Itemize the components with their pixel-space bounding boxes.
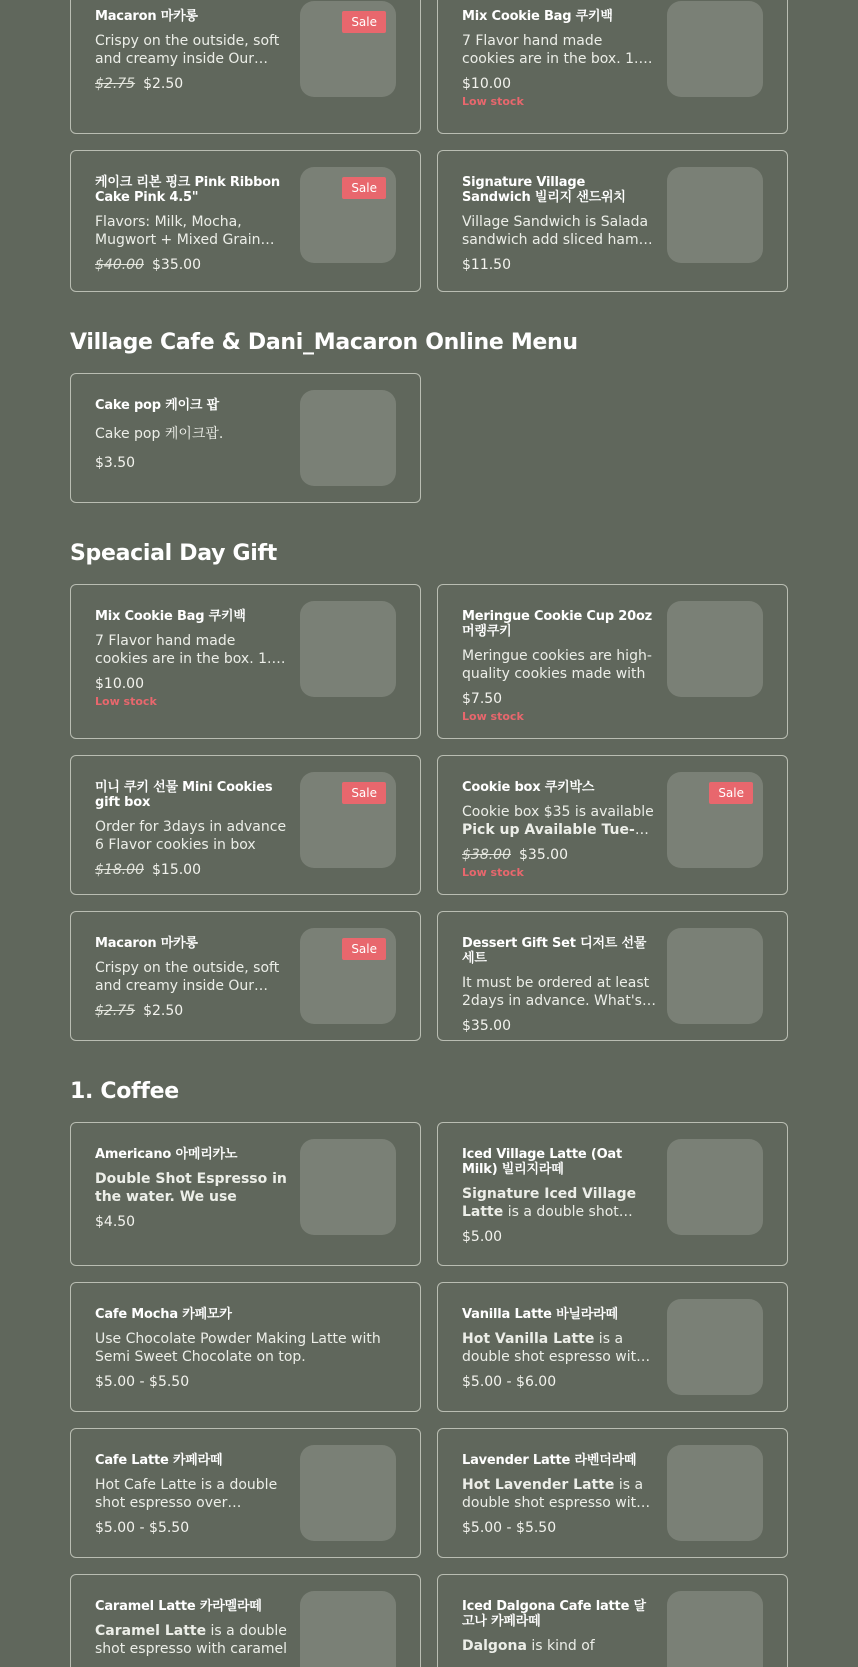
price: $10.00 — [95, 676, 144, 692]
product-description: Hot Lavender Latte is a double shot espresso with — [462, 1477, 645, 1511]
product-card[interactable] — [70, 150, 421, 292]
sale-price: $15.00 — [152, 862, 201, 878]
section-title: Village Cafe & Dani_Macaron Online Menu — [70, 330, 578, 355]
product-card[interactable] — [70, 1428, 421, 1558]
product-name: Mix Cookie Bag 쿠키백 — [462, 9, 613, 24]
product-name: Vanilla Latte 바닐라라떼 — [462, 1307, 618, 1322]
product-name: Caramel Latte 카라멜라떼 — [95, 1599, 262, 1614]
low-stock-label: Low stock — [462, 866, 524, 879]
product-name: 케이크 리본 핑크 Pink Ribbon Cake Pink 4.5" — [95, 175, 280, 205]
product-name: Macaron 마카롱 — [95, 9, 198, 24]
sale-price: $2.50 — [143, 1003, 184, 1019]
sale-badge: Sale — [342, 177, 386, 199]
product-card[interactable] — [70, 373, 421, 503]
product-grid — [70, 1122, 788, 1667]
product-description: Hot Vanilla Latte is a double shot espresso with — [462, 1331, 645, 1365]
product-card[interactable] — [437, 1574, 788, 1667]
product-card[interactable] — [437, 0, 788, 134]
product-name: Americano 아메리카노 — [95, 1147, 238, 1162]
product-card[interactable] — [437, 911, 788, 1041]
product-image[interactable] — [667, 1299, 763, 1395]
product-card[interactable] — [437, 1282, 788, 1412]
original-price: $40.00 — [95, 257, 144, 273]
product-image[interactable] — [667, 928, 763, 1024]
price: $7.50 — [462, 691, 503, 707]
product-description: Flavors: Milk, Mocha, Mugwort + Mixed Grain — [95, 214, 261, 248]
price: $4.50 — [95, 1214, 136, 1230]
product-description: Cookie box $35 is available Pick up Available Tue- — [462, 804, 654, 838]
product-name: Dessert Gift Set 디저트 선물세트 — [462, 936, 647, 966]
product-name: 미니 쿠키 선물 Mini Cookies gift box — [95, 780, 273, 810]
price: $3.50 — [95, 455, 136, 471]
product-description: Crispy on the outside, soft and creamy inside Our — [95, 960, 280, 994]
low-stock-label: Low stock — [95, 695, 157, 708]
product-name: Lavender Latte 라벤더라떼 — [462, 1453, 637, 1468]
low-stock-label: Low stock — [462, 710, 524, 723]
original-price: $2.75 — [95, 1003, 136, 1019]
sale-badge: Sale — [709, 782, 753, 804]
product-image[interactable] — [300, 1591, 396, 1667]
price: $10.00 — [462, 76, 511, 92]
product-image[interactable] — [300, 1445, 396, 1541]
original-price: $2.75 — [95, 76, 136, 92]
product-description: Hot Cafe Latte is a double shot espresso over — [95, 1477, 278, 1511]
product-card[interactable] — [70, 0, 421, 134]
price: $5.00 - $6.00 — [462, 1374, 557, 1390]
product-card[interactable] — [70, 911, 421, 1041]
product-image[interactable] — [300, 1139, 396, 1235]
section-title: 1. Coffee — [70, 1079, 179, 1104]
product-grid — [70, 584, 788, 1041]
product-card[interactable] — [70, 584, 421, 739]
product-description: Signature Iced Village Latte is a double shot — [462, 1186, 637, 1220]
product-grid — [70, 373, 788, 503]
product-description: Crispy on the outside, soft and creamy inside Our — [95, 33, 280, 67]
original-price: $18.00 — [95, 862, 144, 878]
product-card[interactable] — [437, 1122, 788, 1266]
price: $5.00 - $5.50 — [95, 1374, 190, 1390]
product-description: Use Chocolate Powder Making Latte with Semi Sweet Chocolate on top. — [95, 1331, 381, 1365]
product-image[interactable] — [667, 601, 763, 697]
product-description: Dalgona is kind of — [462, 1638, 595, 1654]
price: $5.00 - $5.50 — [462, 1520, 557, 1536]
product-name: Iced Village Latte (Oat Milk) 빌리지라떼 — [462, 1147, 623, 1177]
product-name: Mix Cookie Bag 쿠키백 — [95, 609, 246, 624]
product-name: Iced Dalgona Cafe latte 달고나 카페라떼 — [462, 1599, 646, 1629]
product-name: Cafe Latte 카페라떼 — [95, 1453, 223, 1468]
product-description: It must be ordered at least 2days in advance. What's — [462, 975, 650, 1009]
sale-price: $35.00 — [519, 847, 568, 863]
product-card[interactable] — [437, 150, 788, 292]
product-name: Signature Village Sandwich 빌리지 샌드위치 — [462, 175, 626, 205]
price: $11.50 — [462, 257, 511, 273]
product-card[interactable] — [70, 1122, 421, 1266]
product-card[interactable] — [437, 1428, 788, 1558]
menu-page — [70, 0, 788, 1667]
product-description: Meringue cookies are high-quality cookies made with — [462, 648, 652, 682]
low-stock-label: Low stock — [462, 95, 524, 108]
price: $35.00 — [462, 1018, 511, 1034]
product-image[interactable] — [667, 1139, 763, 1235]
product-description: 7 Flavor hand made cookies are in the box. 1. — [95, 633, 272, 667]
product-description: Double Shot Espresso in the water. We use — [95, 1171, 287, 1205]
product-name: Meringue Cookie Cup 20oz 머랭쿠키 — [462, 609, 653, 639]
product-description: 7 Flavor hand made cookies are in the box. 1. — [462, 33, 639, 67]
sale-badge: Sale — [342, 938, 386, 960]
product-name: Cafe Mocha 카페모카 — [95, 1307, 232, 1322]
product-description: Order for 3days in advance 6 Flavor cookies in box — [95, 819, 287, 853]
product-description: Cake pop 케이크팝. — [95, 426, 224, 442]
product-image[interactable] — [300, 601, 396, 697]
price: $5.00 - $5.50 — [95, 1520, 190, 1536]
product-description: Caramel Latte is a double shot espresso with caramel — [95, 1623, 288, 1657]
product-image[interactable] — [667, 1445, 763, 1541]
price: $5.00 — [462, 1229, 503, 1245]
product-grid — [70, 0, 788, 292]
product-card[interactable] — [437, 755, 788, 895]
product-name: Cake pop 케이크 팝 — [95, 398, 219, 413]
sale-price: $2.50 — [143, 76, 184, 92]
section-title: Speacial Day Gift — [70, 541, 278, 566]
product-card[interactable] — [437, 584, 788, 739]
product-image[interactable] — [667, 1591, 763, 1667]
product-image[interactable] — [667, 167, 763, 263]
product-image[interactable] — [667, 1, 763, 97]
sale-badge: Sale — [342, 782, 386, 804]
product-description: Village Sandwich is Salada sandwich add sliced ham — [462, 214, 649, 248]
product-name: Cookie box 쿠키박스 — [462, 780, 595, 795]
product-image[interactable] — [300, 390, 396, 486]
product-card[interactable] — [70, 1574, 421, 1667]
sale-badge: Sale — [342, 11, 386, 33]
product-card[interactable] — [70, 755, 421, 895]
product-card[interactable] — [70, 1282, 421, 1412]
original-price: $38.00 — [462, 847, 511, 863]
sale-price: $35.00 — [152, 257, 201, 273]
product-name: Macaron 마카롱 — [95, 936, 198, 951]
